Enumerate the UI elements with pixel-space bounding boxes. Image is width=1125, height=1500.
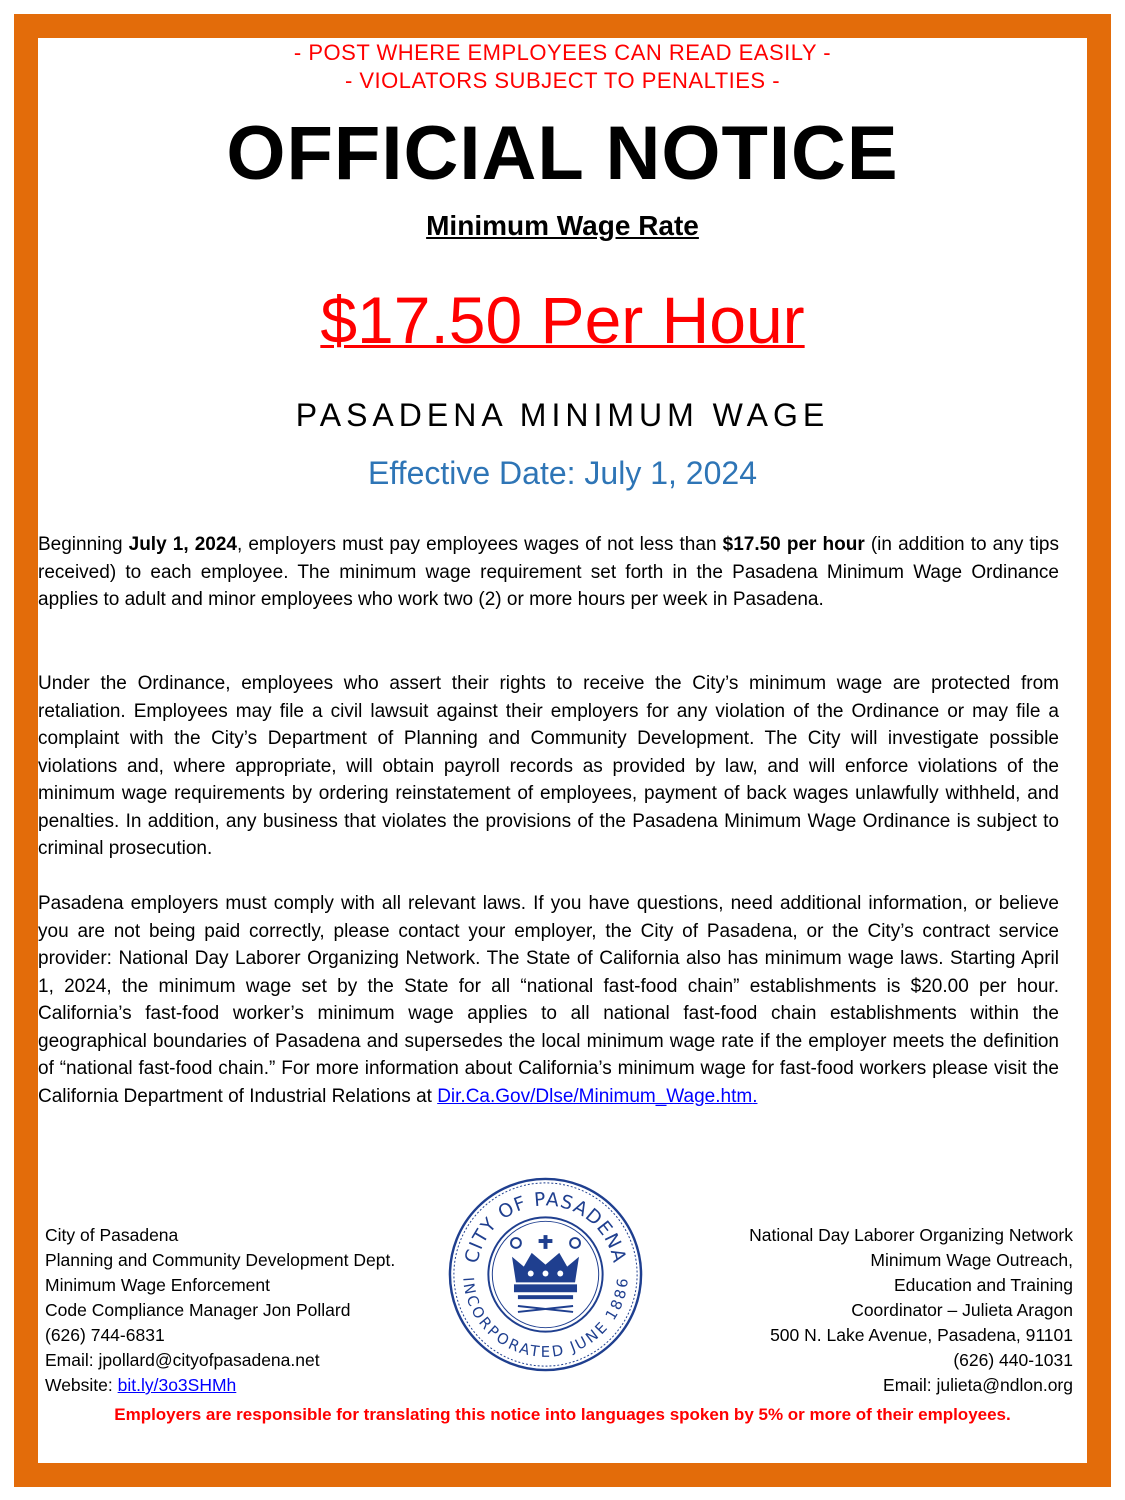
city-website	[45, 1373, 395, 1398]
program-name: PASADENA MINIMUM WAGE	[295, 397, 830, 433]
ndlon-name: National Day Laborer Organizing Network	[749, 1225, 1073, 1245]
ndlon-phone: (626) 440-1031	[953, 1350, 1073, 1370]
penalty-warning: - VIOLATORS SUBJECT TO PENALTIES -	[344, 68, 781, 93]
p1-date: July 1, 2024	[128, 534, 237, 555]
website-link[interactable]: bit.ly/3o3SHMh	[117, 1375, 237, 1395]
website-label: Website:	[45, 1375, 118, 1395]
p1-text-1: Beginning	[38, 534, 129, 555]
p1-text-3: (in addition to any tips received) to each employee. The minimum wage requirement set forth in the Pasadena Minimum Wage Ordinance applies to adult and minor employees who work two (2) or more hours per week in Pasadena.	[38, 534, 1059, 610]
ndlon-program: Minimum Wage Outreach,	[870, 1250, 1073, 1270]
effective-date: Effective Date: July 1, 2024	[368, 455, 757, 491]
ndlon-address: 500 N. Lake Avenue, Pasadena, 91101	[770, 1325, 1073, 1345]
post-warning: - POST WHERE EMPLOYEES CAN READ EASILY -	[293, 40, 832, 65]
wage-rate-text: $17.50 Per Hour	[320, 283, 805, 357]
subtitle	[0, 210, 1125, 242]
dir-link[interactable]: Dir.Ca.Gov/Dlse/Minimum_Wage.htm	[437, 1085, 753, 1107]
paragraph-compliance	[38, 890, 1059, 1110]
ndlon-program-2: Education and Training	[893, 1275, 1073, 1295]
ndlon-contact-block	[749, 1223, 1073, 1398]
paragraph-requirements	[38, 531, 1059, 614]
p1-rate: $17.50 per hour	[722, 534, 865, 555]
subtitle-text: Minimum Wage Rate	[426, 210, 699, 241]
city-manager: Code Compliance Manager Jon Pollard	[45, 1300, 351, 1320]
ndlon-coordinator: Coordinator – Julieta Aragon	[851, 1300, 1073, 1320]
paragraph-retaliation: Under the Ordinance, employees who assert their rights to receive the City’s minimum wage are protected from retaliation. Employees may file a civil lawsuit against their employers for any violation of the Ordinance or may file a complaint with the City’s Department of Planning and Community Development. The City will investigate possible violations and, where appropriate, will obtain payroll records as provided by law, and will enforce violations of the minimum wage requirements by ordering reinstatement of employees, payment of back wages unlawfully withheld, and penalties. In addition, any business that violates the provisions of the Pasadena Minimum Wage Ordinance is subject to criminal prosecution.	[38, 673, 1059, 859]
city-name: City of Pasadena	[45, 1225, 179, 1245]
seal-bottom-text: INCORPORATED JUNE 1886	[459, 1276, 632, 1361]
wage-rate	[0, 282, 1125, 358]
seal-top-text: CITY OF PASADENA	[461, 1189, 630, 1266]
p3-text: Pasadena employers must comply with all relevant laws. If you have questions, need additional information, or believe you are not being paid correctly, please contact your employer, the City of Pasadena, or the City’s contract service provider: National Day Laborer Organizing Network. The State of California also has minimum wage laws. Starting April 1, 2024, the minimum wage set by the State for all “national fast-food chain” establishments is $20.00 per hour. California’s fast-food worker’s minimum wage applies to all national fast-food chain establishments within the geographical boundaries of Pasadena and supersedes the local minimum wage rate if the employer meets the definition of “national fast-food chain.” For more information about California’s minimum wage for fast-food workers please visit the California Department of Industrial Relations at	[38, 893, 1059, 1107]
page-title: OFFICIAL NOTICE	[226, 111, 899, 196]
city-seal-icon	[447, 1176, 644, 1373]
city-division: Minimum Wage Enforcement	[45, 1275, 270, 1295]
city-contact-block	[45, 1223, 395, 1398]
ndlon-email: Email: julieta@ndlon.org	[883, 1375, 1073, 1395]
city-email: Email: jpollard@cityofpasadena.net	[45, 1350, 320, 1370]
dir-link-period: .	[752, 1085, 758, 1107]
translation-notice: Employers are responsible for translating this notice into languages spoken by 5% or more of their employees.	[114, 1405, 1011, 1424]
p1-text-2: , employers must pay employees wages of not less than	[236, 534, 723, 555]
city-phone: (626) 744-6831	[45, 1325, 165, 1345]
city-department: Planning and Community Development Dept.	[45, 1250, 396, 1270]
